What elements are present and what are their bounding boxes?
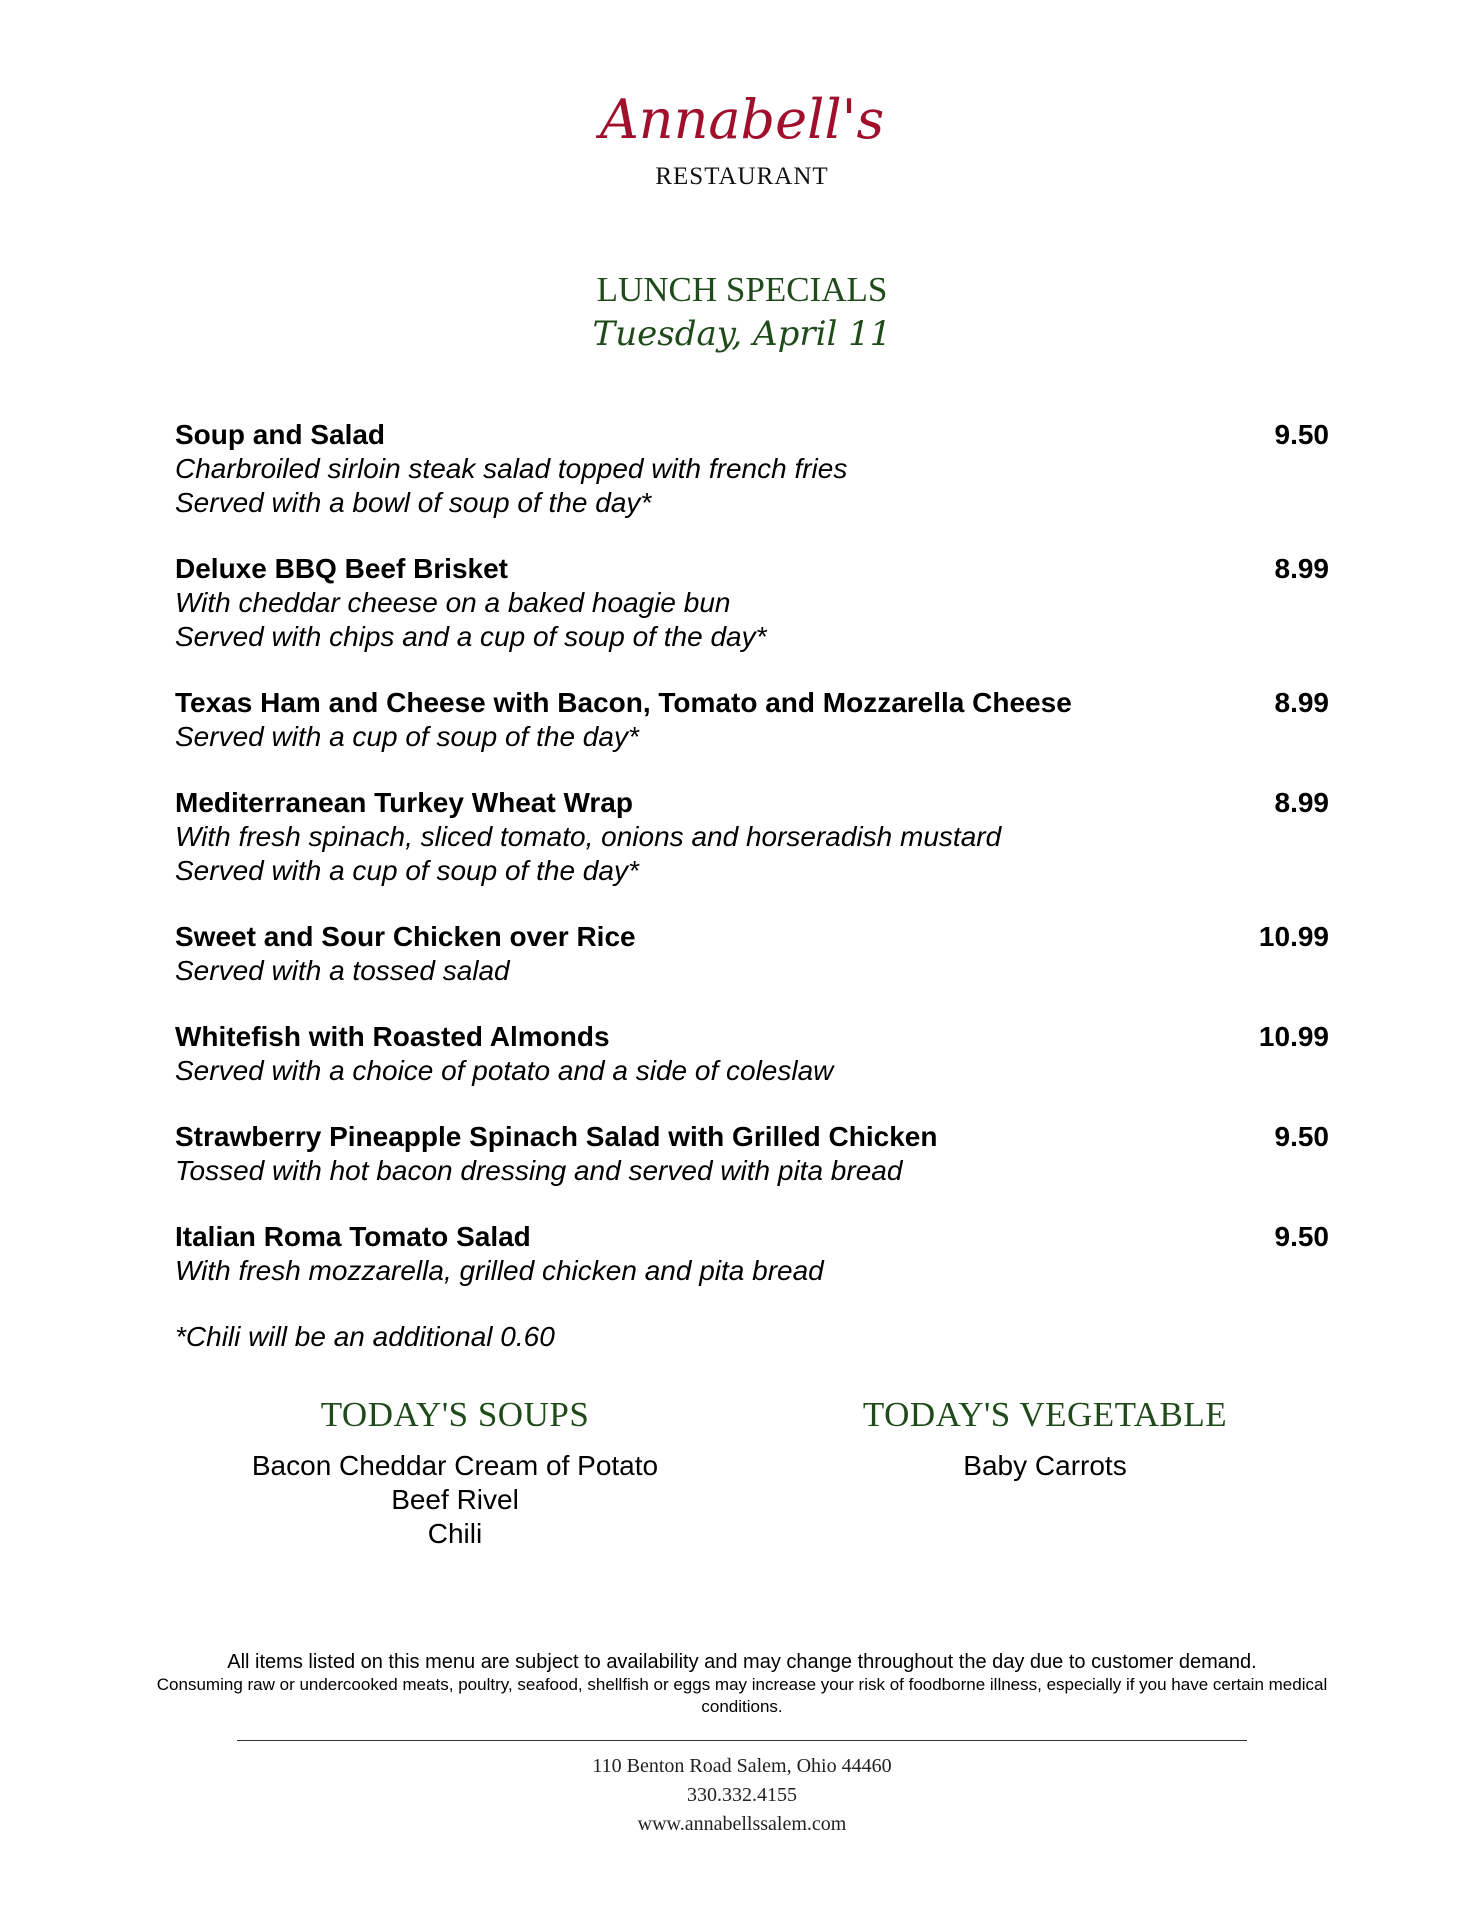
menu-item-name: Texas Ham and Cheese with Bacon, Tomato and Mozzarella Cheese bbox=[175, 687, 1072, 718]
soup-item: Chili bbox=[427, 1518, 483, 1549]
menu-item-description: With cheddar cheese on a baked hoagie bun bbox=[175, 587, 731, 618]
availability-disclaimer: All items listed on this menu are subject to availability and may change throughout the day due to customer demand. bbox=[227, 1651, 1257, 1673]
menu-item bbox=[175, 686, 1329, 754]
soups-title: TODAY'S SOUPS bbox=[320, 1395, 590, 1434]
menu-item bbox=[175, 920, 1329, 988]
vegetable-title: TODAY'S VEGETABLE bbox=[862, 1395, 1228, 1434]
restaurant-name: Annabell's bbox=[599, 88, 885, 151]
soup-item: Bacon Cheddar Cream of Potato bbox=[251, 1450, 659, 1481]
menu-item-name: Mediterranean Turkey Wheat Wrap bbox=[175, 787, 633, 818]
menu-item bbox=[175, 1020, 1329, 1088]
menu-item-name: Italian Roma Tomato Salad bbox=[175, 1221, 531, 1252]
menu-item-price: 8.99 bbox=[1274, 787, 1329, 818]
menu-item-name: Deluxe BBQ Beef Brisket bbox=[175, 553, 509, 584]
menu-item-description: Served with a choice of potato and a side of coleslaw bbox=[175, 1055, 834, 1086]
menu-item-name: Strawberry Pineapple Spinach Salad with Grilled Chicken bbox=[175, 1121, 938, 1152]
menu-item-description: Charbroiled sirloin steak salad topped with french fries bbox=[175, 453, 848, 484]
restaurant-subtitle: RESTAURANT bbox=[655, 163, 829, 190]
menu-item-price: 10.99 bbox=[1258, 1021, 1329, 1052]
menu-item-name: Sweet and Sour Chicken over Rice bbox=[175, 921, 636, 952]
menu-item-description: With fresh spinach, sliced tomato, onions and horseradish mustard bbox=[175, 821, 1002, 852]
menu-item bbox=[175, 786, 1329, 888]
contact-info bbox=[0, 1752, 1484, 1839]
phone-number: 330.332.4155 bbox=[687, 1784, 797, 1806]
menu-item-price: 10.99 bbox=[1258, 921, 1329, 952]
disclaimer bbox=[150, 1650, 1334, 1718]
menu-item-description: Served with a cup of soup of the day* bbox=[175, 855, 639, 886]
specials-date: Tuesday, April 11 bbox=[592, 314, 892, 354]
menu-item bbox=[175, 418, 1329, 520]
menu-item bbox=[175, 552, 1329, 654]
menu-item-description: Served with a cup of soup of the day* bbox=[175, 721, 639, 752]
menu-item-price: 9.50 bbox=[1274, 419, 1329, 450]
vegetable-item: Baby Carrots bbox=[963, 1450, 1127, 1481]
menu-item bbox=[175, 1220, 1329, 1288]
menu-item-description: Served with a bowl of soup of the day* bbox=[175, 487, 652, 518]
food-safety-disclaimer: Consuming raw or undercooked meats, poultry, seafood, shellfish or eggs may increase your risk of foodborne illness, especially if you have certain medical conditions. bbox=[156, 1675, 1328, 1716]
address-line: 110 Benton Road Salem, Ohio 44460 bbox=[592, 1755, 892, 1777]
chili-note: *Chili will be an additional 0.60 bbox=[175, 1321, 555, 1352]
menu-item-description: Served with chips and a cup of soup of the day* bbox=[175, 621, 767, 652]
menu-item-price: 8.99 bbox=[1274, 553, 1329, 584]
menu-item-description: Tossed with hot bacon dressing and served with pita bread bbox=[175, 1155, 903, 1186]
menu-item-description: With fresh mozzarella, grilled chicken and pita bread bbox=[175, 1255, 824, 1286]
website-link[interactable]: www.annabellssalem.com bbox=[637, 1813, 847, 1835]
specials-title: LUNCH SPECIALS bbox=[596, 270, 888, 309]
menu-item-name: Soup and Salad bbox=[175, 419, 386, 450]
menu-item-price: 9.50 bbox=[1274, 1221, 1329, 1252]
menu-item-name: Whitefish with Roasted Almonds bbox=[175, 1021, 610, 1052]
vegetable-section bbox=[785, 1395, 1305, 1483]
soups-section bbox=[195, 1395, 715, 1551]
soup-item: Beef Rivel bbox=[391, 1484, 519, 1515]
menu-item bbox=[175, 1120, 1329, 1188]
menu-item-price: 8.99 bbox=[1274, 687, 1329, 718]
menu-item-description: Served with a tossed salad bbox=[175, 955, 510, 986]
menu-list bbox=[175, 418, 1329, 1354]
menu-item-price: 9.50 bbox=[1274, 1121, 1329, 1152]
footer-divider bbox=[237, 1740, 1247, 1741]
